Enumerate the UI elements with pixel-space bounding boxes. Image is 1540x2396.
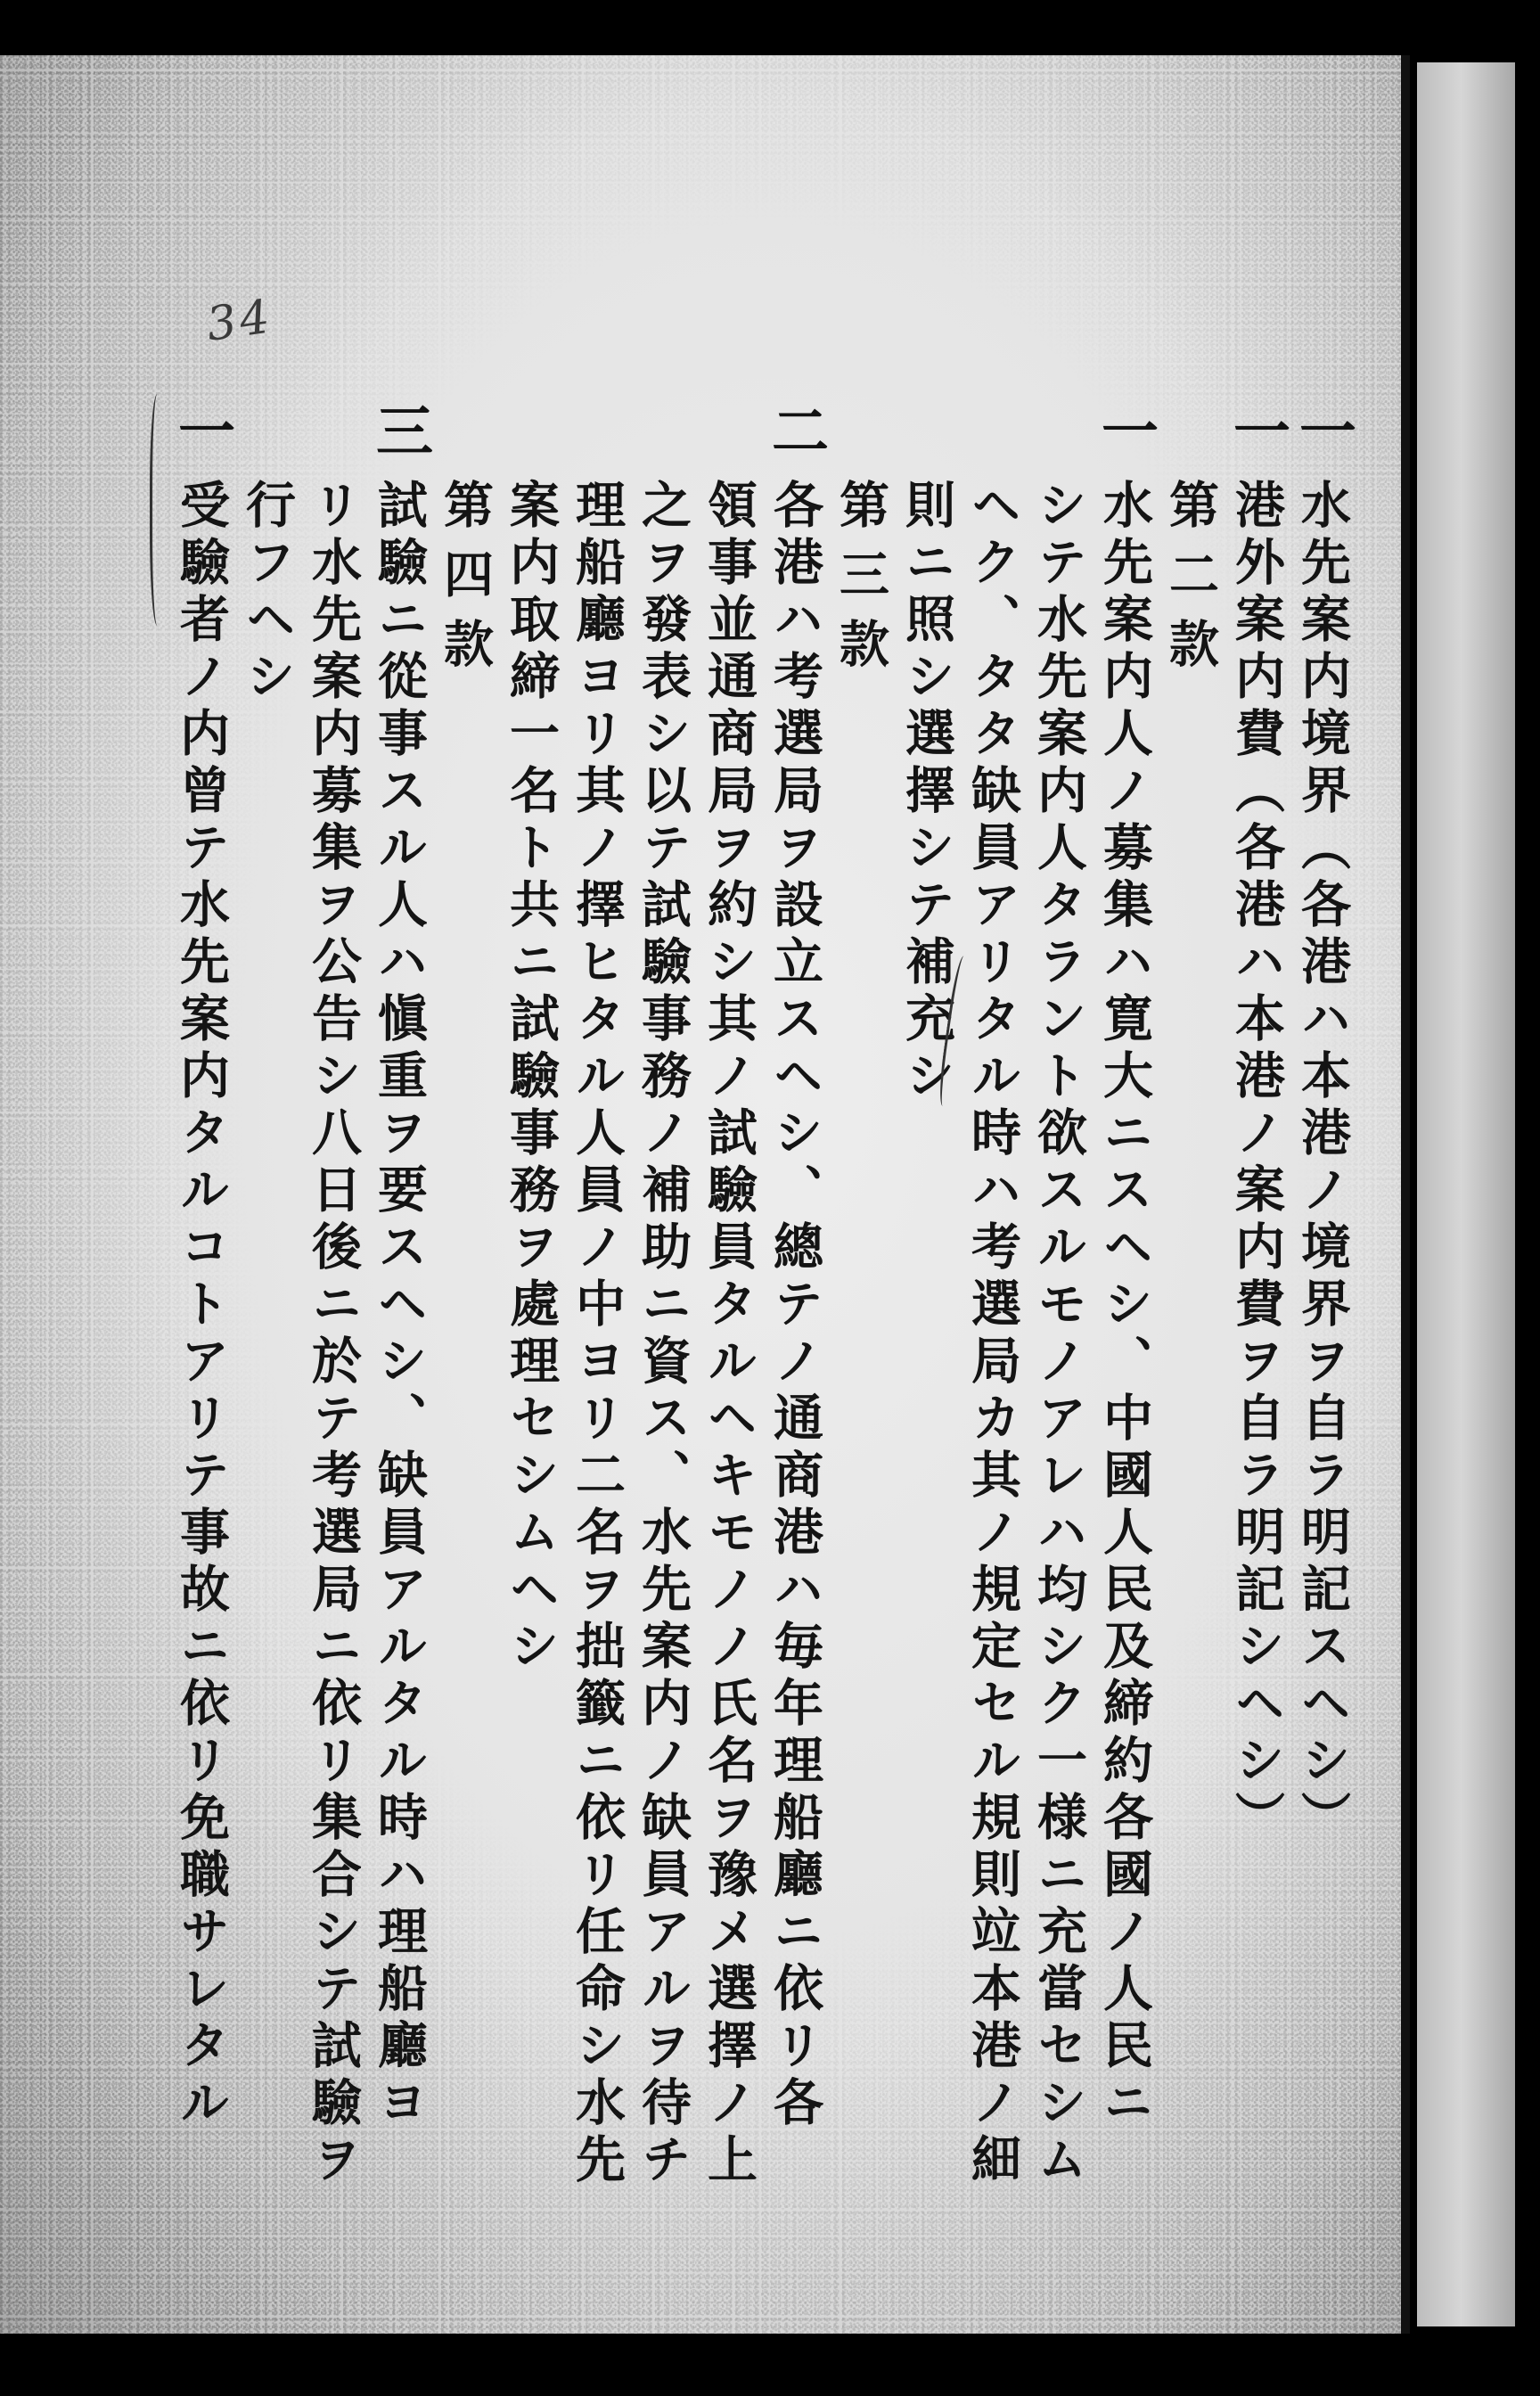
text-line: 之ヲ發表シ以テ試驗事務ノ補助ニ資ス、水先案内ノ缺員アルヲ待チ bbox=[634, 479, 692, 2190]
text-column bbox=[1157, 381, 1225, 687]
text-column bbox=[695, 381, 763, 2190]
ink-mark bbox=[150, 394, 168, 626]
text-line: 理船廳ヨリ其ノ擇ヒタル人員ノ中ヨリ二名ヲ拙籤ニ依リ任命シ水先 bbox=[568, 479, 627, 2190]
text-column bbox=[431, 381, 499, 687]
text-column bbox=[168, 381, 235, 2133]
text-column bbox=[1025, 381, 1093, 2190]
text-column bbox=[761, 381, 829, 2133]
text-line: 領事並通商局ヲ約シ其ノ試驗員タルヘキモノノ氏名ヲ豫メ選擇ノ上 bbox=[700, 479, 758, 2190]
section-heading: 第二款 bbox=[1161, 479, 1220, 687]
page-edge-shadow bbox=[1401, 55, 1410, 2334]
text-column bbox=[629, 381, 697, 2190]
text-column bbox=[563, 381, 631, 2190]
text-line: 則ニ照シ選擇シテ補充シ bbox=[897, 479, 956, 1106]
text-column bbox=[1289, 381, 1356, 1848]
text-line: 各港ハ考選局ヲ設立スヘシ、總テノ通商港ハ毎年理船廳ニ依リ各 bbox=[766, 479, 824, 2133]
item-marker: 二 bbox=[762, 401, 829, 458]
text-column bbox=[1091, 381, 1159, 2133]
vertical-text-block bbox=[162, 381, 1356, 2252]
text-line: 水先案内境界（各港ハ本港ノ境界ヲ自ラ明記スヘシ） bbox=[1293, 479, 1352, 1848]
text-line: シテ水先案内人タラント欲スルモノアレハ均シク一様ニ充當セシム bbox=[1029, 479, 1088, 2190]
item-marker: 一 bbox=[1092, 401, 1159, 458]
text-column bbox=[1223, 381, 1290, 1848]
item-marker: 三 bbox=[366, 401, 433, 458]
text-column bbox=[827, 381, 895, 687]
text-line: 港外案内費（各港ハ本港ノ案内費ヲ自ラ明記シヘシ） bbox=[1227, 479, 1286, 1848]
text-line: リ水先案内募集ヲ公告シ八日後ニ於テ考選局ニ依リ集合シテ試驗ヲ bbox=[304, 479, 363, 2190]
text-column bbox=[365, 381, 433, 2133]
text-column bbox=[299, 381, 367, 2190]
item-marker: 一 bbox=[1224, 401, 1290, 458]
item-marker: 一 bbox=[1290, 401, 1356, 458]
scan-border-bottom bbox=[0, 2334, 1540, 2396]
text-column bbox=[959, 381, 1027, 2190]
text-column bbox=[233, 381, 301, 707]
text-line: 行フヘシ bbox=[238, 479, 297, 707]
text-line: 試驗ニ從事スル人ハ愼重ヲ要スヘシ、缺員アルタル時ハ理船廳ヨ bbox=[370, 479, 429, 2133]
text-column bbox=[497, 381, 565, 1677]
book-page bbox=[0, 55, 1401, 2334]
page-number: 34 bbox=[203, 290, 276, 352]
section-heading: 第三款 bbox=[831, 479, 890, 687]
section-heading: 第四款 bbox=[436, 479, 495, 687]
adjacent-page-edge bbox=[1417, 62, 1515, 2326]
scan-border-top bbox=[0, 0, 1540, 55]
text-line: 水先案内人ノ募集ハ寛大ニスヘシ、中國人民及締約各國ノ人民ニ bbox=[1095, 479, 1154, 2133]
text-line: 案内取締一名ト共ニ試驗事務ヲ處理セシムヘシ bbox=[502, 479, 561, 1677]
item-marker: 一 bbox=[168, 401, 235, 458]
text-line: ヘク、タタ缺員アリタル時ハ考選局カ其ノ規定セル規則竝本港ノ細 bbox=[963, 479, 1022, 2190]
text-line: 受驗者ノ内曾テ水先案内タルコトアリテ事故ニ依リ免職サレタル bbox=[172, 479, 231, 2133]
